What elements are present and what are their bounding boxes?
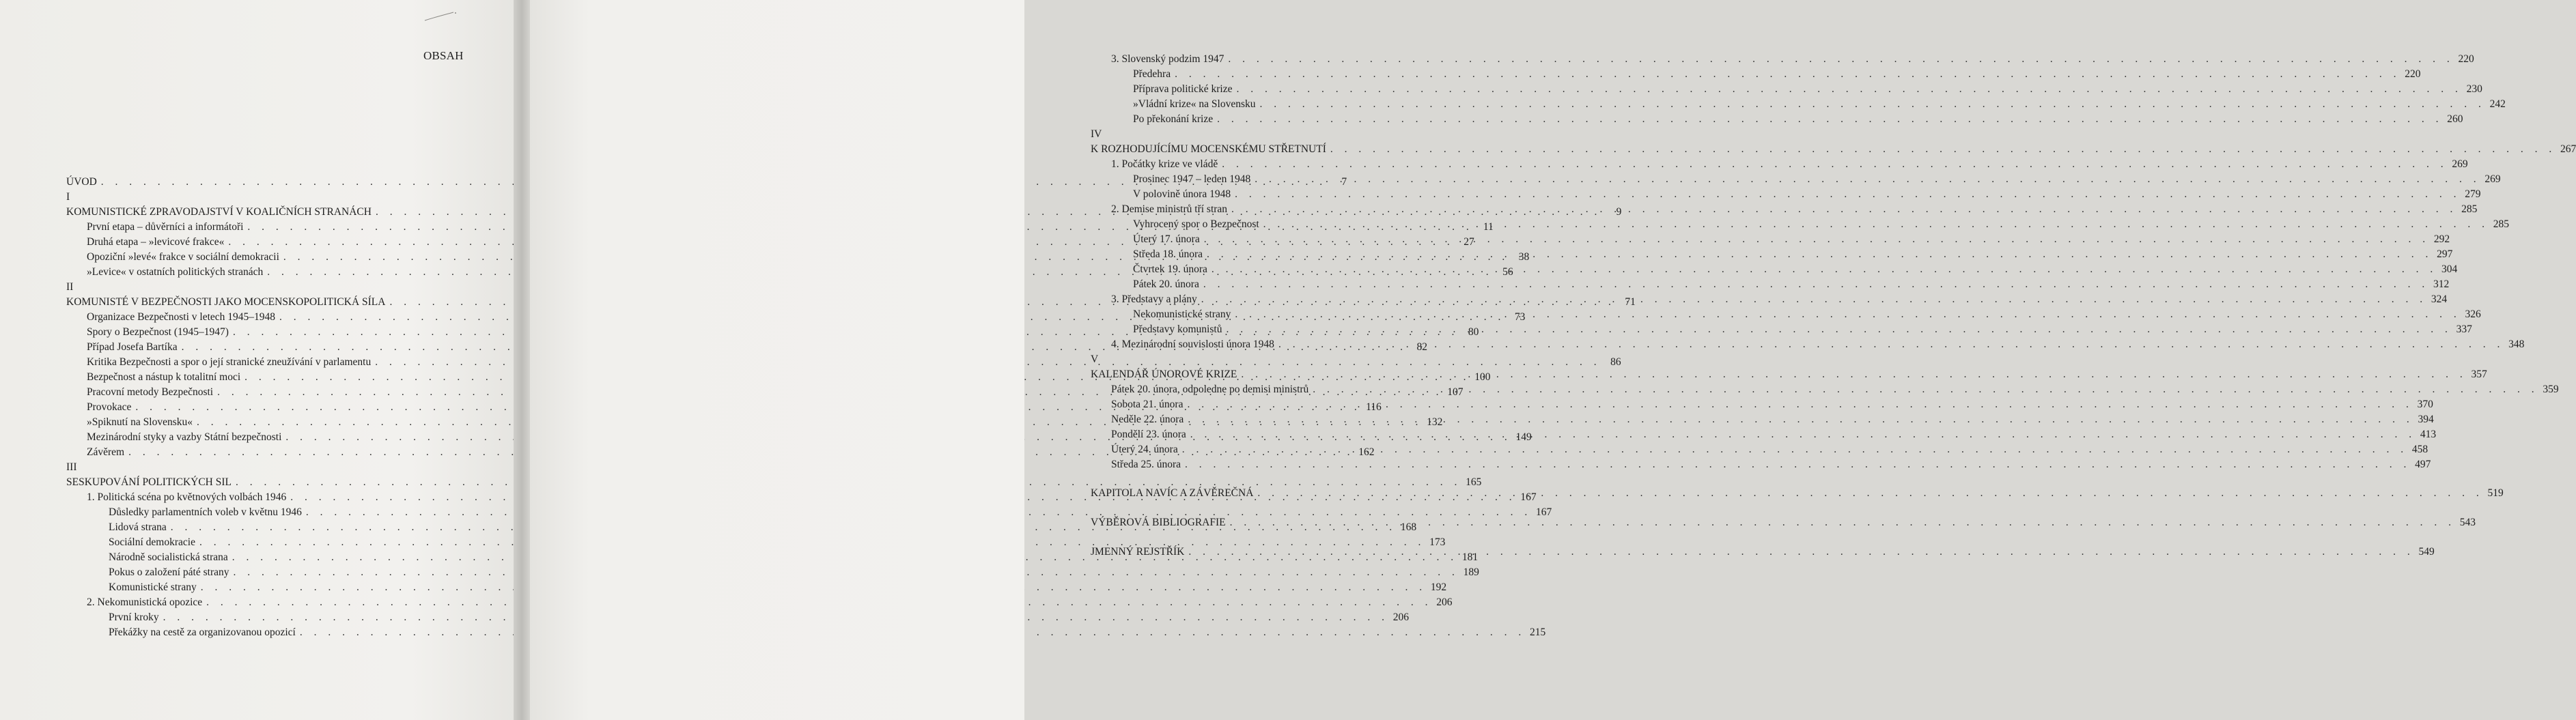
toc-entry-page-number: 292 — [2433, 233, 2450, 245]
toc-entry-page-number: 80 — [1468, 326, 1479, 338]
toc-entry — [66, 535, 1446, 550]
toc-entry-label: 2. Nekomunistická opozice — [87, 596, 203, 608]
toc-entry-page-number: 86 — [1610, 356, 1621, 368]
toc-entry-label: 3. Slovenský podzim 1947 — [1111, 53, 1224, 65]
toc-entry-page-number: 9 — [1616, 206, 1622, 218]
toc-entry-page-number: 242 — [2489, 98, 2506, 110]
toc-entry-label: Úterý 17. února — [1133, 233, 1200, 245]
toc-entry — [1091, 442, 2428, 457]
toc-entry-label: Sobota 21. února — [1111, 399, 1184, 410]
toc-entry — [1091, 545, 2435, 560]
toc-entry-page-number: 192 — [1430, 581, 1447, 593]
toc-entry — [66, 475, 1482, 490]
toc-entry-page-number: 38 — [1518, 251, 1530, 263]
dot-leader — [1228, 52, 2449, 67]
dot-leader — [1175, 67, 2396, 82]
toc-entry-page-number: 230 — [2466, 83, 2482, 95]
toc-entry-label: Pátek 20. února, odpoledne po demisi ministrů — [1111, 384, 1309, 395]
toc-entry — [1091, 277, 2450, 292]
toc-entry-label: SESKUPOVÁNÍ POLITICKÝCH SIL — [66, 476, 232, 488]
toc-entry-label: Pátek 20. února — [1133, 278, 1199, 290]
toc-entry-label: Závěrem — [87, 446, 125, 458]
toc-entry — [66, 610, 1409, 625]
dot-leader — [1257, 486, 2478, 501]
dot-leader — [1235, 307, 2456, 322]
toc-entry-label: Důsledky parlamentních voleb v květnu 1946 — [109, 506, 302, 518]
toc-entry-label: Případ Josefa Bartíka — [87, 341, 178, 353]
toc-entry-page-number: 348 — [2508, 339, 2525, 350]
toc-entry-page-number: 312 — [2433, 278, 2450, 290]
toc-entry-page-number: 168 — [1400, 521, 1417, 533]
toc-entry-page-number: 285 — [2461, 203, 2478, 215]
dot-leader — [1255, 172, 2476, 187]
toc-entry-label: Po překonání krize — [1133, 113, 1214, 125]
toc-entry-page-number: 267 — [2560, 143, 2576, 155]
toc-entry-label: Organizace Bezpečnosti v letech 1945–1948 — [87, 311, 276, 323]
toc-entry — [1091, 367, 2487, 382]
toc-entry-label: Představy komunistů — [1133, 323, 1222, 335]
toc-entry-page-number: 189 — [1463, 566, 1479, 578]
toc-entry-label: Pokus o založení páté strany — [109, 566, 229, 578]
toc-entry — [1091, 382, 2559, 397]
toc-entry-label: Příprava politické krize — [1133, 83, 1233, 95]
toc-entry-label: Provokace — [87, 401, 132, 413]
toc-entry — [66, 625, 1546, 640]
toc-entry-label: První kroky — [109, 611, 159, 623]
dot-leader — [1235, 187, 2456, 202]
toc-entry-label: Středa 25. února — [1111, 459, 1181, 470]
dot-leader — [1182, 442, 2403, 457]
dot-leader — [1187, 397, 2408, 412]
toc-entry-page-number: 173 — [1429, 536, 1446, 548]
toc-entry-page-number: 56 — [1502, 266, 1513, 278]
toc-entry-label: IV — [1091, 128, 1102, 140]
dot-leader — [1190, 427, 2411, 442]
toc-entry — [1091, 352, 1491, 367]
toc-entry-page-number: 116 — [1366, 401, 1382, 413]
toc-entry-label: Druhá etapa – »levicové frakce« — [87, 236, 225, 248]
dot-leader — [1241, 367, 2462, 382]
toc-entry — [1091, 127, 1491, 142]
toc-entry-label: Opoziční »levé« frakce v sociální demokracii — [87, 251, 279, 263]
toc-entry-label: Komunistické strany — [109, 581, 197, 593]
toc-heading: OBSAH — [423, 49, 464, 62]
toc-entry-page-number: 149 — [1515, 431, 1532, 443]
toc-entry-label: KOMUNISTÉ V BEZPEČNOSTI JAKO MOCENSKOPOLITICKÁ SÍLA — [66, 296, 386, 308]
dot-leader — [1188, 545, 2409, 560]
pencil-mark-icon — [423, 10, 458, 23]
toc-entry — [66, 565, 1479, 580]
toc-entry-label: Úterý 24. února — [1111, 444, 1178, 455]
toc-entry — [1091, 67, 2421, 82]
toc-entry-page-number: 359 — [2543, 384, 2559, 395]
toc-entry-page-number: 162 — [1358, 446, 1375, 458]
toc-entry-page-number: 71 — [1625, 296, 1636, 308]
toc-entry — [1091, 217, 2510, 232]
toc-entry-label: »Vládní krize« na Slovensku — [1133, 98, 1256, 110]
toc-entry-page-number: 206 — [1436, 596, 1453, 608]
toc-entry-page-number: 107 — [1447, 386, 1464, 398]
dot-leader — [1204, 232, 2425, 247]
toc-entry-label: Pondělí 23. února — [1111, 429, 1186, 440]
toc-entry-page-number: 269 — [2452, 158, 2468, 170]
dot-leader — [1222, 157, 2443, 172]
dot-leader — [1217, 112, 2438, 127]
dot-leader — [1236, 82, 2457, 97]
dot-leader — [1260, 97, 2481, 112]
dot-leader — [1185, 457, 2406, 472]
toc-entry-page-number: 82 — [1416, 341, 1427, 353]
toc-entry-label: Nekomunistické strany — [1133, 308, 1231, 320]
toc-entry-label: ÚVOD — [66, 176, 97, 188]
toc-entry-label: KALENDÁŘ ÚNOROVÉ KRIZE — [1091, 369, 1237, 380]
toc-entry — [1091, 82, 2482, 97]
toc-entry-label: Spory o Bezpečnost (1945–1947) — [87, 326, 229, 338]
toc-entry — [1091, 97, 2506, 112]
toc-entry-page-number: 220 — [2405, 68, 2421, 80]
toc-entry — [66, 580, 1447, 595]
toc-entry — [1091, 112, 2463, 127]
toc-entry-label: Sociální demokracie — [109, 536, 195, 548]
toc-entry-page-number: 549 — [2418, 546, 2435, 558]
toc-entry-page-number: 394 — [2418, 414, 2434, 425]
toc-entry-page-number: 181 — [1461, 551, 1479, 563]
dot-leader — [1231, 202, 2452, 217]
toc-entry-page-number: 206 — [1392, 611, 1409, 623]
toc-entry — [1091, 322, 2472, 337]
toc-entry — [66, 280, 466, 295]
toc-entry-page-number: 324 — [2431, 293, 2448, 305]
toc-entry-label: 1. Politická scéna po květnových volbách 1946 — [87, 491, 287, 503]
toc-entry — [66, 460, 466, 475]
toc-entry-page-number: 215 — [1530, 627, 1546, 638]
toc-entry-label: Národně socialistická strana — [109, 551, 228, 563]
toc-entry-label: První etapa – důvěrníci a informátoři — [87, 221, 244, 233]
toc-entry-label: Bezpečnost a nástup k totalitní moci — [87, 371, 241, 383]
toc-entry-page-number: 73 — [1514, 311, 1526, 323]
toc-entry-page-number: 413 — [2420, 429, 2437, 440]
toc-entry-page-number: 279 — [2465, 188, 2481, 200]
toc-entry-label: »Levice« v ostatních politických stranách — [87, 266, 264, 278]
dot-leader — [1226, 322, 2447, 337]
toc-entry-page-number: 165 — [1466, 476, 1482, 488]
toc-entry — [1091, 157, 2468, 172]
toc-entry-label: V — [1091, 354, 1099, 365]
toc-entry — [1091, 52, 2474, 67]
toc-entry — [1091, 397, 2433, 412]
toc-entry-label: Kritika Bezpečnosti a spor o její stranické zneužívání v parlamentu — [87, 356, 372, 368]
toc-entry-page-number: 167 — [1520, 491, 1537, 503]
dot-leader — [1212, 262, 2433, 277]
toc-entry-page-number: 458 — [2411, 444, 2428, 455]
toc-entry-label: Prosinec 1947 – leden 1948 — [1133, 173, 1251, 185]
toc-entry-page-number: 11 — [1483, 221, 1494, 233]
toc-entry-page-number: 269 — [2484, 173, 2501, 185]
dot-leader — [1203, 277, 2424, 292]
dot-leader — [1313, 382, 2534, 397]
toc-entry-label: III — [66, 461, 77, 473]
toc-entry-label: II — [66, 281, 74, 293]
toc-entry-label: VÝBĚROVÁ BIBLIOGRAFIE — [1091, 517, 1226, 528]
toc-entry-label: KAPITOLA NAVÍC A ZÁVĚREČNÁ — [1091, 487, 1254, 499]
toc-entry-label: »Spiknutí na Slovensku« — [87, 416, 193, 428]
toc-entry-label: Předehra — [1133, 68, 1171, 80]
toc-entry — [1091, 515, 2476, 530]
toc-entry-page-number: 220 — [2458, 53, 2474, 65]
toc-entry — [1091, 457, 2431, 472]
dot-leader — [1207, 247, 2428, 262]
toc-entry-page-number: 100 — [1474, 371, 1491, 383]
dot-leader — [1263, 217, 2484, 232]
dot-leader — [1278, 337, 2500, 352]
toc-entry-page-number: 297 — [2437, 248, 2453, 260]
toc-entry-page-number: 519 — [2487, 487, 2504, 499]
toc-entry — [1091, 202, 2478, 217]
toc-entry-page-number: 7 — [1341, 176, 1347, 188]
toc-entry-label: 3. Představy a plány — [1111, 293, 1197, 305]
toc-entry-page-number: 326 — [2465, 308, 2481, 320]
toc-entry-page-number: 304 — [2441, 263, 2458, 275]
toc-entry — [66, 355, 1621, 370]
toc-entry-label: Čtvrtek 19. února — [1133, 263, 1207, 275]
toc-entry-label: Překážky na cestě za organizovanou opozicí — [109, 627, 296, 638]
toc-entry-page-number: 132 — [1427, 416, 1443, 428]
toc-entry-label: Středa 18. února — [1133, 248, 1203, 260]
dot-leader — [1201, 292, 2422, 307]
toc-entry-page-number: 285 — [2493, 218, 2510, 230]
toc-entry — [1091, 412, 2434, 427]
toc-entry-label: V polovině února 1948 — [1133, 188, 1231, 200]
toc-entry-page-number: 27 — [1464, 236, 1474, 248]
toc-entry-page-number: 167 — [1535, 506, 1552, 518]
toc-entry-label: Pracovní metody Bezpečnosti — [87, 386, 214, 398]
toc-entry — [66, 505, 1552, 520]
toc-entry-page-number: 337 — [2456, 323, 2472, 335]
toc-entry — [1091, 337, 2525, 352]
toc-entry-label: Mezinárodní styky a vazby Státní bezpečnosti — [87, 431, 282, 443]
toc-entry — [1091, 232, 2450, 247]
toc-entry-label: KOMUNISTICKÉ ZPRAVODAJSTVÍ V KOALIČNÍCH STRANÁCH — [66, 206, 372, 218]
toc-entry-label: Lidová strana — [109, 521, 167, 533]
toc-entry-label: Neděle 22. února — [1111, 414, 1184, 425]
book-gutter — [514, 0, 530, 720]
toc-entry — [66, 190, 466, 205]
dot-leader — [1230, 515, 2451, 530]
toc-entry-label: Vyhrocený spor o Bezpečnost — [1133, 218, 1259, 230]
toc-entry-label: JMENNÝ REJSTŘÍK — [1091, 546, 1185, 558]
dot-leader — [1188, 412, 2409, 427]
toc-entry-page-number: 543 — [2459, 517, 2476, 528]
toc-entry-label: 4. Mezinárodní souvislosti února 1948 — [1111, 339, 1274, 350]
toc-entry-page-number: 260 — [2447, 113, 2463, 125]
toc-entry-label: 2. Demise ministrů tří stran — [1111, 203, 1228, 215]
toc-entry-label: I — [66, 191, 70, 203]
toc-entry-page-number: 370 — [2417, 399, 2433, 410]
toc-entry-label: K ROZHODUJÍCÍMU MOCENSKÉMU STŘETNUTÍ — [1091, 143, 1326, 155]
toc-entry — [66, 595, 1453, 610]
toc-entry-page-number: 357 — [2471, 369, 2487, 380]
toc-entry — [1091, 187, 2481, 202]
toc-entry-page-number: 497 — [2415, 459, 2431, 470]
dot-leader — [1330, 142, 2551, 157]
toc-entry — [1091, 172, 2501, 187]
toc-entry — [1091, 142, 2576, 157]
toc-entry-label: 1. Počátky krize ve vládě — [1111, 158, 1218, 170]
